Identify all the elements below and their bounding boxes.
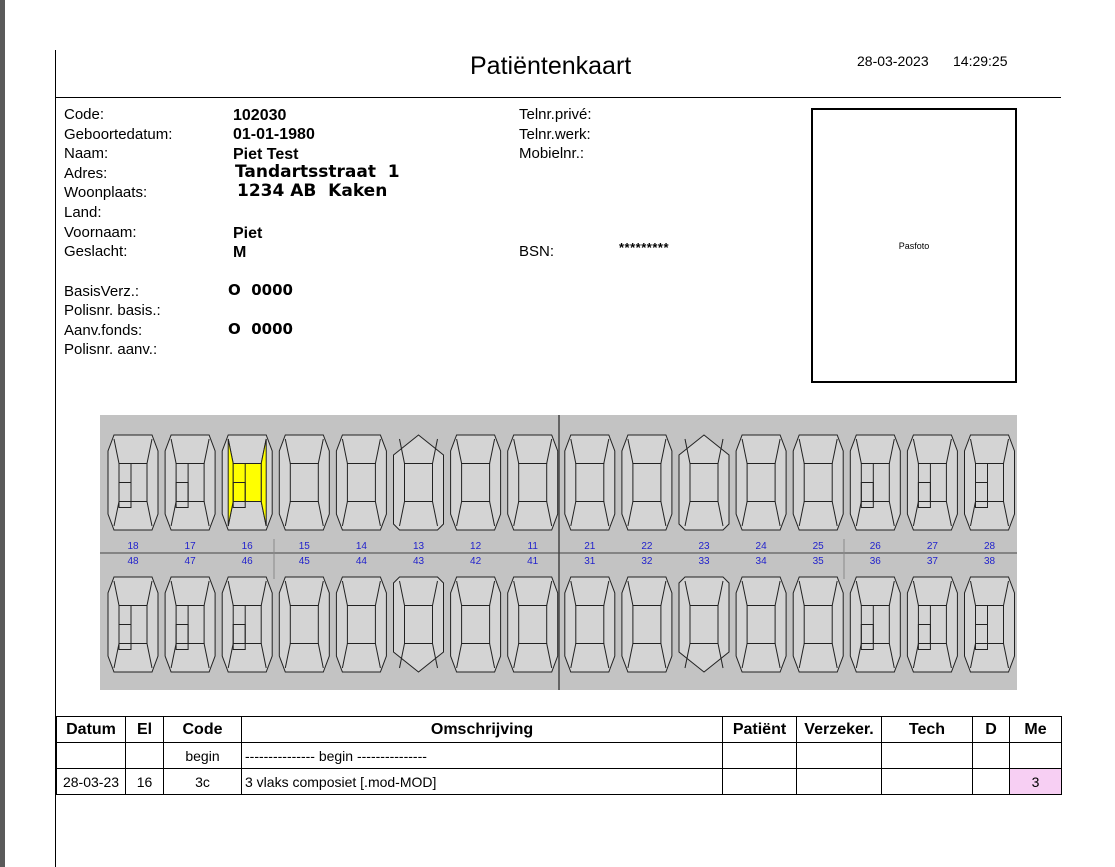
col-verzeker: Verzeker. bbox=[797, 717, 882, 743]
tooth-number-47: 47 bbox=[184, 556, 196, 567]
cell-me: 3 bbox=[1010, 769, 1062, 795]
header-divider bbox=[55, 97, 1061, 98]
label-birthdate: Geboortedatum: bbox=[64, 126, 173, 143]
tooth-number-15: 15 bbox=[298, 541, 310, 552]
tooth-number-16: 16 bbox=[241, 541, 253, 552]
cell-verzeker bbox=[797, 769, 882, 795]
tooth-number-18: 18 bbox=[127, 541, 139, 552]
tooth-number-26: 26 bbox=[869, 541, 881, 552]
tooth-occlusal-25 bbox=[804, 464, 832, 502]
tooth-number-13: 13 bbox=[412, 541, 425, 552]
tooth-number-14: 14 bbox=[355, 541, 367, 552]
tooth-number-42: 42 bbox=[470, 556, 482, 567]
label-polis-basis: Polisnr. basis.: bbox=[64, 302, 161, 319]
col-tech: Tech bbox=[882, 717, 973, 743]
tooth-occlusal-21 bbox=[576, 464, 604, 502]
tooth-number-31: 31 bbox=[584, 556, 596, 567]
cell-code: 3c bbox=[164, 769, 242, 795]
col-patient: Patiënt bbox=[723, 717, 797, 743]
dental-chart-svg bbox=[100, 415, 1017, 690]
tooth-occlusal-34 bbox=[747, 606, 775, 644]
value-code: 102030 bbox=[233, 107, 287, 124]
tooth-number-38: 38 bbox=[983, 556, 996, 567]
tooth-number-48: 48 bbox=[127, 556, 139, 567]
cell-el: 16 bbox=[126, 769, 164, 795]
col-datum: Datum bbox=[57, 717, 126, 743]
label-polis-aanv: Polisnr. aanv.: bbox=[64, 341, 158, 358]
cell-datum bbox=[57, 743, 126, 769]
tooth-occlusal-24 bbox=[747, 464, 775, 502]
label-gender: Geslacht: bbox=[64, 243, 128, 260]
tooth-occlusal-42 bbox=[462, 606, 490, 644]
tooth-number-36: 36 bbox=[869, 556, 881, 567]
tooth-number-24: 24 bbox=[755, 541, 767, 552]
value-gender: M bbox=[233, 244, 247, 261]
tooth-occlusal-14 bbox=[347, 464, 375, 502]
label-tel-work: Telnr.werk: bbox=[519, 126, 591, 143]
table-header-row bbox=[57, 717, 1062, 743]
tooth-number-27: 27 bbox=[926, 541, 938, 552]
cell-tech bbox=[882, 743, 973, 769]
cell-patient bbox=[723, 743, 797, 769]
page-title: Patiëntenkaart bbox=[470, 52, 632, 80]
col-omschrijving: Omschrijving bbox=[242, 717, 723, 743]
tooth-number-25: 25 bbox=[812, 541, 824, 552]
label-bsn: BSN: bbox=[519, 243, 555, 260]
col-el: El bbox=[126, 717, 164, 743]
cell-omschrijving: --------------- begin --------------- bbox=[242, 743, 723, 769]
dental-chart bbox=[100, 415, 1017, 690]
tooth-occlusal-22 bbox=[633, 464, 661, 502]
cell-omschrijving: 3 vlaks composiet [.mod-MOD] bbox=[242, 769, 723, 795]
tooth-occlusal-32 bbox=[633, 606, 661, 644]
cell-d bbox=[973, 769, 1010, 795]
tooth-occlusal-13 bbox=[405, 464, 433, 502]
tooth-number-35: 35 bbox=[812, 556, 824, 567]
label-basis: BasisVerz.: bbox=[64, 283, 140, 300]
tooth-number-32: 32 bbox=[641, 556, 653, 567]
tooth-occlusal-45 bbox=[290, 606, 318, 644]
tooth-number-44: 44 bbox=[355, 556, 367, 567]
label-address: Adres: bbox=[64, 165, 108, 182]
tooth-number-21: 21 bbox=[584, 541, 596, 552]
label-name: Naam: bbox=[64, 145, 109, 162]
cell-el bbox=[126, 743, 164, 769]
tooth-number-11: 11 bbox=[527, 541, 538, 552]
tooth-occlusal-15 bbox=[290, 464, 318, 502]
treatment-table bbox=[56, 716, 1062, 795]
tooth-occlusal-35 bbox=[804, 606, 832, 644]
tooth-occlusal-31 bbox=[576, 606, 604, 644]
tooth-number-34: 34 bbox=[755, 556, 767, 567]
tooth-number-46: 46 bbox=[241, 556, 253, 567]
photo-box bbox=[811, 108, 1017, 383]
tooth-number-23: 23 bbox=[698, 541, 710, 552]
label-city: Woonplaats: bbox=[64, 184, 148, 201]
tooth-number-17: 17 bbox=[184, 541, 196, 552]
value-firstname: Piet bbox=[233, 225, 263, 242]
value-city: 1234 AB Kaken bbox=[237, 181, 388, 201]
tooth-occlusal-11 bbox=[519, 464, 547, 502]
cell-verzeker bbox=[797, 743, 882, 769]
cell-tech bbox=[882, 769, 973, 795]
value-address: Tandartsstraat 1 bbox=[235, 162, 400, 182]
label-aanv: Aanv.fonds: bbox=[64, 322, 143, 339]
table-row[interactable] bbox=[57, 743, 1062, 769]
tooth-number-43: 43 bbox=[412, 556, 425, 567]
col-me: Me bbox=[1010, 717, 1062, 743]
tooth-occlusal-33 bbox=[690, 606, 718, 644]
cell-code: begin bbox=[164, 743, 242, 769]
tooth-number-22: 22 bbox=[641, 541, 653, 552]
label-mobile: Mobielnr.: bbox=[519, 145, 585, 162]
value-bsn: ********* bbox=[619, 240, 670, 255]
tooth-occlusal-12 bbox=[462, 464, 490, 502]
photo-label: Pasfoto bbox=[898, 241, 930, 251]
value-aanv: O 0000 bbox=[228, 320, 293, 338]
value-basis: O 0000 bbox=[228, 281, 293, 299]
table-row[interactable] bbox=[57, 769, 1062, 795]
tooth-number-28: 28 bbox=[983, 541, 996, 552]
tooth-occlusal-23 bbox=[690, 464, 718, 502]
cell-patient bbox=[723, 769, 797, 795]
tooth-number-37: 37 bbox=[926, 556, 938, 567]
tooth-number-12: 12 bbox=[470, 541, 482, 552]
label-tel-private: Telnr.privé: bbox=[519, 106, 592, 123]
cell-me bbox=[1010, 743, 1062, 769]
tooth-number-41: 41 bbox=[527, 556, 539, 567]
tooth-number-45: 45 bbox=[298, 556, 310, 567]
tooth-occlusal-44 bbox=[347, 606, 375, 644]
tooth-occlusal-43 bbox=[405, 606, 433, 644]
print-date: 28-03-2023 bbox=[857, 53, 929, 69]
cell-d bbox=[973, 743, 1010, 769]
tooth-occlusal-41 bbox=[519, 606, 547, 644]
window-frame bbox=[0, 0, 5, 867]
col-code: Code bbox=[164, 717, 242, 743]
value-birthdate: 01-01-1980 bbox=[233, 126, 315, 143]
label-code: Code: bbox=[64, 106, 105, 123]
label-firstname: Voornaam: bbox=[64, 224, 137, 241]
col-d: D bbox=[973, 717, 1010, 743]
cell-datum: 28-03-23 bbox=[57, 769, 126, 795]
tooth-number-33: 33 bbox=[698, 556, 710, 567]
value-name: Piet Test bbox=[233, 146, 299, 163]
label-country: Land: bbox=[64, 204, 102, 221]
print-time: 14:29:25 bbox=[953, 53, 1008, 69]
